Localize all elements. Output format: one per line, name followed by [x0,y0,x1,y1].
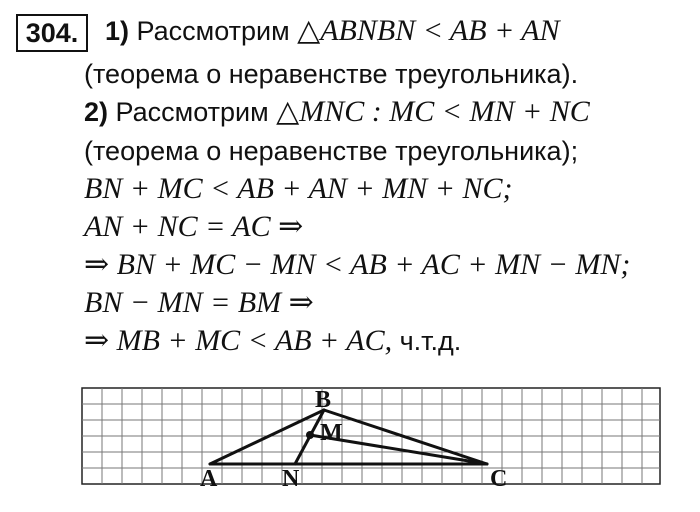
part-1-label: 1) [105,16,130,46]
line-5: BN + MC < AB + AN + MN + NC; [84,172,513,205]
part-1-math: △ABNBN < AB + AN [297,14,560,47]
line-6: AN + NC = AC ⇒ [84,210,304,243]
line-9-math: ⇒ MB + MC < AB + AC, [84,324,393,357]
point-n-label: N [282,466,300,492]
triangle-diagram [74,380,668,492]
point-m [306,431,314,439]
problem-number-box [16,14,88,52]
vertex-c-label: C [490,466,508,492]
part-2-label: 2) [84,97,109,127]
point-m-label: M [320,420,343,446]
vertex-b-label: B [315,387,332,413]
line-8: BN − MN = BM ⇒ [84,286,314,319]
part-1-text: Рассмотрим [136,16,290,46]
line-2: (теорема о неравенстве треугольника). [84,59,579,89]
line-3 [84,95,590,129]
line-1 [105,14,560,48]
line-9-text: ч.т.д. [399,326,462,356]
part-2-text: Рассмотрим [115,97,269,127]
line-4: (теорема о неравенстве треугольника); [84,136,579,166]
line-9 [84,324,461,358]
vertex-a-label: A [200,466,218,492]
problem-number: 304. [25,17,79,48]
triangle-figure [74,380,668,492]
part-2-math: △MNC : MC < MN + NC [276,95,590,128]
line-7: ⇒ BN + MC − MN < AB + AC + MN − MN; [84,248,631,281]
